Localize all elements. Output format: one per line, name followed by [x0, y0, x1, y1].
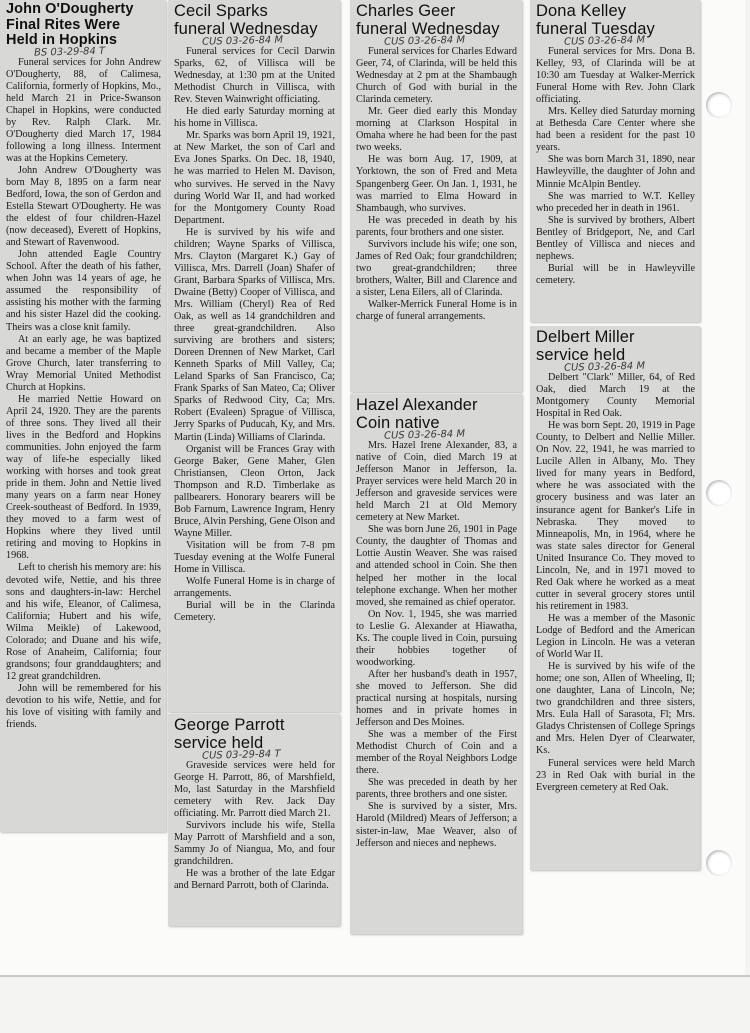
obituary-paragraph: After her husband's death in 1957, she moved to Jefferson. She did practical nursing at hospitals, nursing homes and in private homes in Jefferson and Des Moines.	[356, 668, 517, 729]
headline-line: funeral Wednesday	[356, 20, 500, 38]
headline	[174, 716, 335, 752]
punch-hole	[706, 850, 732, 876]
date-stamp: CUS 03-26-84 M	[563, 360, 646, 374]
obituary-paragraph: Burial will be in the Clarinda Cemetery.	[174, 600, 335, 624]
date-stamp: CUS 03-29-84 T	[201, 748, 281, 762]
headline	[356, 2, 517, 38]
obituary-paragraph: She was born June 26, 1901 in Page County, the daughter of Thomas and Lottie Austin Weaver. She was raised and attended school in Coin. She then helped her mother in the local telephone exchange. When her mother moved, she remained as chief operator.	[356, 524, 517, 608]
date-stamp: CUS 03-26-84 M	[201, 34, 284, 48]
obituary-miller	[530, 326, 700, 870]
obituary-paragraph: Mrs. Kelley died Saturday morning at Bethesda Care Center where she had been a resident for the past 10 years.	[536, 106, 695, 154]
headline	[536, 328, 695, 364]
obituary-paragraph: She was married to W.T. Kelley who preceded her in death in 1961.	[536, 190, 695, 214]
obituary-body	[356, 440, 517, 850]
date-stamp: BS 03-29-84 T	[33, 45, 106, 59]
obituary-paragraph: He was a brother of the late Edgar and Bernard Parrott, both of Clarinda.	[174, 868, 335, 892]
obituary-parrott	[168, 714, 340, 926]
headline-line: Charles Geer	[356, 2, 456, 20]
obituary-paragraph: She was preceded in death by her parents, three brothers and one sister.	[356, 777, 517, 801]
obituary-paragraph: She is survived by brothers, Albert Bentley of Bridgeport, Ne, and Carl Bentley of Villisca and nieces and nephews.	[536, 214, 695, 262]
obituary-body	[536, 372, 695, 794]
date-stamp: CUS 03-26-84 M	[383, 34, 466, 48]
obituary-odougherty	[0, 0, 166, 832]
obituary-paragraph: John Andrew O'Dougherty was born May 8, 1895 on a farm near Bedford, Iowa, the son of Gerdon and Estella Stewart O'Dougherty. He was the eldest of four children-Hazel (now deceased), Everett of Hopkins, and Stewart of Ravenwood.	[6, 164, 161, 249]
obituary-paragraph: He is survived by his wife and children; Wayne Sparks of Villisca, Mrs. Clayton (Margaret K.) Gay of Villisca, Mrs. Darrell (Joan) Shafer of Grant, Barbara Sparks of Villisca, Mrs. Dwaine (Betty) Cooper of Villisca, and Mrs. William (Cheryl) Rea of Red Oak, as well as 14 grandchildren and three great-grandchildren. Also surviving are brothers and sisters; Doreen Drennen of New Market, Carl Kenneth Sparks of Mill Valley, Ca; Leland Sparks of San Francisco, Ca; Frank Sparks of San Mateo, Ca; Oliver Sparks of Redwood City, Ca; Mrs. Robert (Evaleen) Sprague of Villisca, Jerry Sparks of Puducah, Ky, and Mrs. Martin (Linda) Williams of Clarinda.	[174, 226, 335, 443]
obituary-paragraph: He was born Sept. 20, 1919 in Page County, to Delbert and Nellie Miller. On Nov. 22, 1941, he was married to Lucile Allen in Albany, Mo. They lived for many years in Bedford, where he was associated with the grocery business and was later an insurance agent for Banker's Life in Nebraska. They moved to Minneapolis, Mn, in 1964, where he was state sales director for General United Insurance Co. They moved to Lincoln, Ne, and in 1971 moved to Red Oak where he worked as a meat cutter in several grocery stores until his retirement in 1983.	[536, 420, 695, 612]
obituary-sparks	[168, 0, 340, 712]
obituary-paragraph: She was a member of the First Methodist Church of Coin and a member of the Royal Neighbors Lodge there.	[356, 729, 517, 777]
headline-line: Delbert Miller	[536, 328, 635, 346]
headline-line: Final Rites Were	[6, 16, 121, 33]
obituary-body	[174, 760, 335, 893]
punch-hole	[706, 480, 732, 506]
obituary-paragraph: Organist will be Frances Gray with George Baker, Gene Maher, Glen Christiansen, Cleon Orton, Jack Thompson and R.D. Timberlake as pallbearers. Honorary bearers will be Bob Farnum, Lawrence Ingram, Henry Bruce, Alvin Pershing, Gene Olson and Wayne Miller.	[174, 443, 335, 539]
obituary-paragraph: Survivors include his wife, Stella May Parrott of Marshfield and a son, Sammy Jo of Niangua, Mo, and four grandchildren.	[174, 820, 335, 868]
headline	[356, 396, 517, 432]
obituary-paragraph: Left to cherish his memory are: his devoted wife, Nettie, and his three sons and daughters-in-law: Herchel and his wife, Eleanor, of Calimesa, California; Hubert and his wife, Wilma Meikle) of Lakewood, Colorado; and Duane and his wife, Rose of Anaheim, California; four grandsons; four granddaughters; and 12 great grandchildren.	[6, 562, 161, 682]
obituary-paragraph: John attended Eagle Country School. After the death of his father, when John was 14 years of age, he assumed the responsibility of assisting his mother with the farming and his sister Hazel did the cooking. Theirs was a close knit family.	[6, 249, 161, 333]
obituary-paragraph: Funeral services for Charles Edward Geer, 74, of Clarinda, will be held this Wednesday at 2 pm at the Shambaugh Church of God with burial in the Clarinda cemetery.	[356, 46, 517, 106]
obituary-geer	[350, 0, 522, 392]
headline-line: George Parrott	[174, 716, 285, 734]
obituary-paragraph: Walker-Merrick Funeral Home is in charge of funeral arrangements.	[356, 298, 517, 323]
obituary-kelley	[530, 0, 700, 322]
obituary-paragraph: She was born March 31, 1890, near Hawleyville, the daughter of John and Minnie McAlpin Bentley.	[536, 154, 695, 190]
headline-line: Hazel Alexander	[356, 396, 478, 414]
headline-line: service held	[174, 734, 264, 752]
date-stamp: CUS 03-26-84 M	[563, 34, 646, 48]
page-edge	[0, 975, 750, 977]
punch-hole	[706, 92, 732, 118]
obituary-body	[356, 46, 517, 323]
headline-line: service held	[536, 346, 626, 364]
headline	[536, 2, 695, 38]
obituary-paragraph: She is survived by a sister, Mrs. Harold (Mildred) Mears of Jefferson; a sister-in-law, Mae Weaver, also of Jefferson and nieces and nephews.	[356, 801, 517, 849]
obituary-paragraph: He was born Aug. 17, 1909, at Yorktown, the son of Fred and Meta Spangenberg Geer. On Jan. 1, 1931, he was married to Elma Howard in Shambaugh, who survives.	[356, 154, 517, 214]
obituary-paragraph: He is survived by his wife of the home; one son, Allen of Wheeling, Il; one daughter, Lana of Lincoln, Ne; two grandchildren and three sisters, Mrs. Eula Hall of Sarasota, Fl; Mrs. Gladys Christensen of College Springs and Mrs. Helen Dyer of Clearwater, Ks.	[536, 661, 695, 757]
obituary-body	[536, 46, 695, 287]
obituary-paragraph: Funeral services for Mrs. Dona B. Kelley, 93, of Clarinda will be at 10:30 am Tuesday at Walker-Merrick Funeral Home with Rev. John Clark officiating.	[536, 46, 695, 106]
obituary-paragraph: Mr. Geer died early this Monday morning at Clarkson Hospital in Omaha where he had been for the past two weeks.	[356, 106, 517, 154]
obituary-paragraph: Visitation will be from 7-8 pm Tuesday evening at the Wolfe Funeral Home in Villisca.	[174, 539, 335, 576]
obituary-paragraph: On Nov. 1, 1945, she was married to Leslie G. Alexander at Hiawatha, Ks. The couple lived in Coin, pursuing their hobbies together of woodworking.	[356, 608, 517, 668]
headline-line: Dona Kelley	[536, 2, 627, 20]
headline-line: Cecil Sparks	[174, 2, 268, 20]
headline	[174, 2, 335, 38]
obituary-paragraph: Graveside services were held for George H. Parrott, 86, of Marshfield, Mo, last Saturday in the Marshfield cemetery with Rev. Jack Day officiating. Mr. Parrott died March 21.	[174, 760, 335, 820]
obituary-paragraph: Funeral services for John Andrew O'Dougherty, 88, of Calimesa, California, formerly of Hopkins, Mo., held March 21 in Price-Swanson Chapel in Hopkins, were conducted by Rev. Ralph Clark. Mr. O'Dougherty died March 17, 1984 following a long illness. Interment was at the Hopkins Cemetery.	[6, 56, 161, 164]
obituary-paragraph: He died early Saturday morning at his home in Villisca.	[174, 106, 335, 130]
obituary-alexander	[350, 394, 522, 934]
obituary-paragraph: Survivors include his wife; one son, James of Red Oak; four grandchildren; two great-grandchildren; three brothers, Walter, Bill and Clarence and a sister, Lena Eilers, all of Clarinda.	[356, 238, 517, 298]
obituary-paragraph: Funeral services for Cecil Darwin Sparks, 62, of Villisca will be Wednesday, at 1:30 pm at the United Methodist Church in Villisca, with Rev. Steven Wainwright officiating.	[174, 46, 335, 106]
headline-line: funeral Tuesday	[536, 20, 655, 38]
obituary-paragraph: Burial will be in Hawleyville cemetery.	[536, 262, 695, 286]
obituary-paragraph: He married Nettie Howard on April 24, 1920. They are the parents of three sons. They lived all their lives in the Bedford and Hopkins communities. John enjoyed the farm way of life-he especially liked working with horses and took great pride in them. John and Nettie lived many years on a farm near Honey Creek-southeast of Bedford. In 1939, they moved to a farm west of Hopkins where they lived until retiring and moving to Hopkins in 1968.	[6, 393, 161, 562]
date-stamp: CUS 03-26-84 M	[383, 428, 466, 442]
obituary-paragraph: He was a member of the Masonic Lodge of Bedford and the American Legion in Lincoln. He was a veteran of World War II.	[536, 612, 695, 661]
obituary-paragraph: At an early age, he was baptized and became a member of the Maple Grove Church, later transferring to Wray Memorial United Methodist Church at Hopkins.	[6, 333, 161, 393]
obituary-paragraph: Mrs. Hazel Irene Alexander, 83, a native of Coin, died March 19 at Jefferson Manor in Jefferson, Ia. Prayer services were held March 20 in Jefferson and graveside services were held March 21 at Old Memory cemetery at New Market.	[356, 440, 517, 524]
obituary-paragraph: Funeral services were held March 23 in Red Oak with burial in the Evergreen cemetery at Red Oak.	[536, 757, 695, 793]
headline-line: Coin native	[356, 414, 440, 432]
obituary-paragraph: Delbert "Clark" Miller, 64, of Red Oak, died March 19 at the Montgomery County Memorial Hospital in Red Oak.	[536, 372, 695, 420]
obituary-paragraph: Mr. Sparks was born April 19, 1921, at New Market, the son of Carl and Eva Jones Sparks. On Dec. 18, 1940, he was married to Helen M. Davison, who survives. He served in the Navy during World War II, and had worked for the Montgomery County Road Department.	[174, 130, 335, 226]
obituary-paragraph: John will be remembered for his devotion to his wife, Nettie, and for his love of visiting with family and friends.	[6, 682, 161, 731]
headline-line: Held in Hopkins	[6, 32, 118, 48]
headline	[6, 2, 161, 49]
obituary-body	[6, 57, 161, 732]
headline-line: John O'Dougherty	[6, 1, 134, 17]
obituary-body	[174, 46, 335, 624]
headline-line: funeral Wednesday	[174, 20, 318, 38]
obituary-paragraph: He was preceded in death by his parents, four brothers and one sister.	[356, 214, 517, 238]
obituary-paragraph: Wolfe Funeral Home is in charge of arrangements.	[174, 576, 335, 600]
